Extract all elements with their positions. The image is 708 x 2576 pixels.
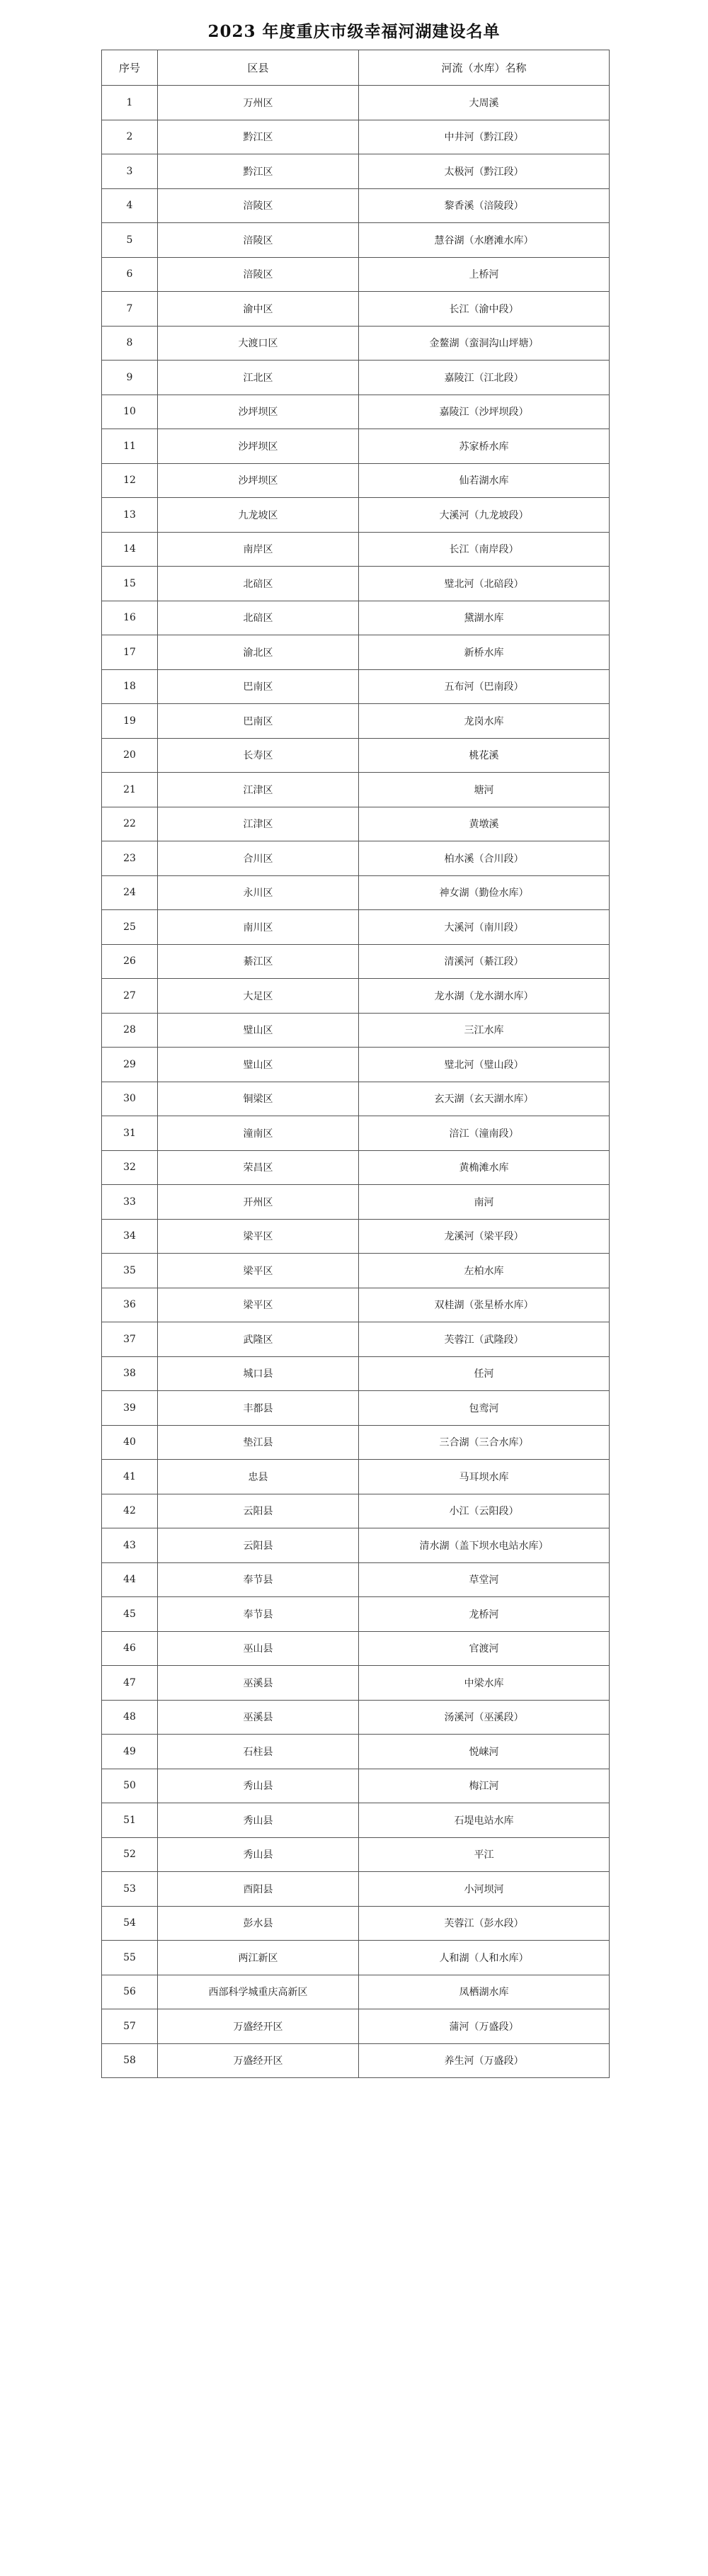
- cell-river-name: 梅江河: [359, 1769, 610, 1803]
- cell-serial-number: 33: [102, 1185, 158, 1220]
- cell-river-name: 玄天湖（玄天湖水库）: [359, 1082, 610, 1116]
- cell-district: 西部科学城重庆高新区: [158, 1975, 359, 2009]
- cell-district: 开州区: [158, 1185, 359, 1220]
- table-row: [102, 1048, 610, 1082]
- cell-river-name: 任河: [359, 1356, 610, 1391]
- cell-river-name: 蒲河（万盛段）: [359, 2009, 610, 2044]
- cell-serial-number: 41: [102, 1460, 158, 1494]
- table-row: [102, 1803, 610, 1838]
- river-list-table: [101, 50, 610, 2078]
- table-row: [102, 154, 610, 189]
- cell-district: 巫山县: [158, 1631, 359, 1666]
- table-row: [102, 910, 610, 945]
- cell-river-name: 柏水溪（合川段）: [359, 841, 610, 876]
- cell-serial-number: 26: [102, 944, 158, 979]
- cell-district: 北碚区: [158, 601, 359, 635]
- cell-district: 北碚区: [158, 567, 359, 601]
- cell-river-name: 南河: [359, 1185, 610, 1220]
- cell-river-name: 包鸾河: [359, 1391, 610, 1426]
- cell-district: 梁平区: [158, 1254, 359, 1288]
- table-row: [102, 1735, 610, 1769]
- cell-serial-number: 15: [102, 567, 158, 601]
- table-row: [102, 1116, 610, 1151]
- cell-river-name: 清水湖（盖下坝水电站水库）: [359, 1528, 610, 1563]
- cell-district: 荣昌区: [158, 1150, 359, 1185]
- cell-serial-number: 35: [102, 1254, 158, 1288]
- cell-district: 奉节县: [158, 1562, 359, 1597]
- cell-river-name: 大溪河（九龙坡段）: [359, 498, 610, 533]
- cell-serial-number: 32: [102, 1150, 158, 1185]
- cell-serial-number: 40: [102, 1425, 158, 1460]
- table-row: [102, 635, 610, 670]
- cell-serial-number: 29: [102, 1048, 158, 1082]
- cell-serial-number: 45: [102, 1597, 158, 1632]
- cell-river-name: 三合湖（三合水库）: [359, 1425, 610, 1460]
- cell-district: 秀山县: [158, 1769, 359, 1803]
- cell-serial-number: 30: [102, 1082, 158, 1116]
- table-row: [102, 1666, 610, 1701]
- table-row: [102, 1631, 610, 1666]
- cell-district: 涪陵区: [158, 188, 359, 223]
- cell-district: 万盛经开区: [158, 2043, 359, 2078]
- cell-river-name: 嘉陵江（江北段）: [359, 361, 610, 395]
- cell-serial-number: 16: [102, 601, 158, 635]
- table-row: [102, 1425, 610, 1460]
- cell-district: 秀山县: [158, 1803, 359, 1838]
- cell-river-name: 左柏水库: [359, 1254, 610, 1288]
- cell-river-name: 苏家桥水库: [359, 429, 610, 464]
- cell-river-name: 养生河（万盛段）: [359, 2043, 610, 2078]
- cell-serial-number: 36: [102, 1288, 158, 1322]
- cell-serial-number: 37: [102, 1322, 158, 1357]
- cell-serial-number: 28: [102, 1013, 158, 1048]
- table-row: [102, 875, 610, 910]
- cell-serial-number: 50: [102, 1769, 158, 1803]
- cell-river-name: 汤溪河（巫溪段）: [359, 1700, 610, 1735]
- cell-river-name: 龙桥河: [359, 1597, 610, 1632]
- table-row: [102, 532, 610, 567]
- table-row: [102, 1562, 610, 1597]
- cell-district: 南川区: [158, 910, 359, 945]
- cell-district: 巫溪县: [158, 1666, 359, 1701]
- cell-serial-number: 3: [102, 154, 158, 189]
- cell-serial-number: 18: [102, 669, 158, 704]
- cell-serial-number: 43: [102, 1528, 158, 1563]
- cell-river-name: 官渡河: [359, 1631, 610, 1666]
- cell-district: 云阳县: [158, 1528, 359, 1563]
- cell-river-name: 芙蓉江（彭水段）: [359, 1906, 610, 1941]
- cell-district: 涪陵区: [158, 257, 359, 292]
- table-row: [102, 1494, 610, 1528]
- table-row: [102, 429, 610, 464]
- cell-serial-number: 53: [102, 1872, 158, 1907]
- cell-district: 忠县: [158, 1460, 359, 1494]
- table-row: [102, 1356, 610, 1391]
- table-row: [102, 1700, 610, 1735]
- table-row: [102, 1013, 610, 1048]
- cell-river-name: 璧北河（北碚段）: [359, 567, 610, 601]
- table-row: [102, 223, 610, 258]
- cell-river-name: 塘河: [359, 773, 610, 807]
- cell-serial-number: 49: [102, 1735, 158, 1769]
- cell-serial-number: 2: [102, 120, 158, 154]
- table-row: [102, 1528, 610, 1563]
- cell-serial-number: 4: [102, 188, 158, 223]
- cell-serial-number: 22: [102, 807, 158, 841]
- table-body: [102, 86, 610, 2078]
- cell-district: 沙坪坝区: [158, 395, 359, 429]
- cell-river-name: 小江（云阳段）: [359, 1494, 610, 1528]
- cell-serial-number: 44: [102, 1562, 158, 1597]
- table-row: [102, 1769, 610, 1803]
- cell-district: 渝中区: [158, 292, 359, 327]
- cell-district: 黔江区: [158, 154, 359, 189]
- cell-river-name: 中梁水库: [359, 1666, 610, 1701]
- table-row: [102, 1872, 610, 1907]
- cell-river-name: 慧谷湖（水磨滩水库）: [359, 223, 610, 258]
- table-row: [102, 1219, 610, 1254]
- cell-river-name: 黎香溪（涪陵段）: [359, 188, 610, 223]
- cell-river-name: 长江（渝中段）: [359, 292, 610, 327]
- cell-river-name: 神女湖（勤俭水库）: [359, 875, 610, 910]
- table-row: [102, 944, 610, 979]
- page-title: 2023 年度重庆市级幸福河湖建设名单: [207, 22, 501, 41]
- cell-river-name: 石堤电站水库: [359, 1803, 610, 1838]
- cell-river-name: 长江（南岸段）: [359, 532, 610, 567]
- table-header-row: [102, 50, 610, 86]
- cell-district: 秀山县: [158, 1837, 359, 1872]
- table-row: [102, 292, 610, 327]
- cell-serial-number: 31: [102, 1116, 158, 1151]
- cell-district: 万盛经开区: [158, 2009, 359, 2044]
- cell-district: 梁平区: [158, 1219, 359, 1254]
- table-row: [102, 1185, 610, 1220]
- cell-river-name: 大周溪: [359, 86, 610, 120]
- table-row: [102, 1975, 610, 2009]
- cell-serial-number: 12: [102, 463, 158, 498]
- cell-serial-number: 58: [102, 2043, 158, 2078]
- cell-river-name: 凤栖湖水库: [359, 1975, 610, 2009]
- cell-serial-number: 14: [102, 532, 158, 567]
- cell-district: 梁平区: [158, 1288, 359, 1322]
- cell-serial-number: 20: [102, 738, 158, 773]
- cell-river-name: 平江: [359, 1837, 610, 1872]
- cell-river-name: 中井河（黔江段）: [359, 120, 610, 154]
- header-river-name: 河流（水库）名称: [359, 50, 610, 86]
- cell-district: 黔江区: [158, 120, 359, 154]
- cell-district: 长寿区: [158, 738, 359, 773]
- table-row: [102, 120, 610, 154]
- table-row: [102, 326, 610, 361]
- cell-river-name: 龙溪河（梁平段）: [359, 1219, 610, 1254]
- cell-river-name: 龙水湖（龙水湖水库）: [359, 979, 610, 1014]
- cell-district: 璧山区: [158, 1048, 359, 1082]
- cell-district: 武隆区: [158, 1322, 359, 1357]
- table-row: [102, 2043, 610, 2078]
- table-row: [102, 979, 610, 1014]
- table-row: [102, 1597, 610, 1632]
- cell-serial-number: 24: [102, 875, 158, 910]
- table-row: [102, 1150, 610, 1185]
- table-row: [102, 1941, 610, 1975]
- table-row: [102, 1322, 610, 1357]
- cell-district: 云阳县: [158, 1494, 359, 1528]
- cell-district: 城口县: [158, 1356, 359, 1391]
- cell-district: 永川区: [158, 875, 359, 910]
- cell-serial-number: 7: [102, 292, 158, 327]
- cell-district: 奉节县: [158, 1597, 359, 1632]
- cell-river-name: 草堂河: [359, 1562, 610, 1597]
- table-row: [102, 1460, 610, 1494]
- cell-river-name: 芙蓉江（武隆段）: [359, 1322, 610, 1357]
- table-row: [102, 498, 610, 533]
- table-row: [102, 1288, 610, 1322]
- cell-district: 丰都县: [158, 1391, 359, 1426]
- cell-serial-number: 5: [102, 223, 158, 258]
- table-row: [102, 361, 610, 395]
- cell-district: 涪陵区: [158, 223, 359, 258]
- cell-district: 沙坪坝区: [158, 463, 359, 498]
- cell-district: 石柱县: [158, 1735, 359, 1769]
- cell-river-name: 嘉陵江（沙坪坝段）: [359, 395, 610, 429]
- cell-district: 江津区: [158, 807, 359, 841]
- cell-river-name: 仙若湖水库: [359, 463, 610, 498]
- cell-district: 巴南区: [158, 669, 359, 704]
- cell-serial-number: 13: [102, 498, 158, 533]
- cell-district: 垫江县: [158, 1425, 359, 1460]
- cell-river-name: 大溪河（南川段）: [359, 910, 610, 945]
- table-row: [102, 86, 610, 120]
- cell-district: 万州区: [158, 86, 359, 120]
- cell-river-name: 璧北河（璧山段）: [359, 1048, 610, 1082]
- cell-district: 渝北区: [158, 635, 359, 670]
- cell-serial-number: 57: [102, 2009, 158, 2044]
- cell-district: 铜梁区: [158, 1082, 359, 1116]
- cell-river-name: 黛湖水库: [359, 601, 610, 635]
- cell-river-name: 人和湖（人和水库）: [359, 1941, 610, 1975]
- cell-district: 酉阳县: [158, 1872, 359, 1907]
- cell-river-name: 马耳坝水库: [359, 1460, 610, 1494]
- cell-serial-number: 1: [102, 86, 158, 120]
- cell-district: 巫溪县: [158, 1700, 359, 1735]
- cell-river-name: 小河坝河: [359, 1872, 610, 1907]
- table-row: [102, 601, 610, 635]
- cell-district: 綦江区: [158, 944, 359, 979]
- cell-district: 潼南区: [158, 1116, 359, 1151]
- table-row: [102, 841, 610, 876]
- cell-river-name: 五布河（巴南段）: [359, 669, 610, 704]
- cell-serial-number: 17: [102, 635, 158, 670]
- cell-river-name: 三江水库: [359, 1013, 610, 1048]
- cell-serial-number: 10: [102, 395, 158, 429]
- cell-district: 彭水县: [158, 1906, 359, 1941]
- table-row: [102, 1254, 610, 1288]
- table-row: [102, 738, 610, 773]
- cell-district: 江津区: [158, 773, 359, 807]
- table-row: [102, 188, 610, 223]
- cell-serial-number: 39: [102, 1391, 158, 1426]
- cell-river-name: 双桂湖（张星桥水库）: [359, 1288, 610, 1322]
- cell-serial-number: 34: [102, 1219, 158, 1254]
- cell-district: 大足区: [158, 979, 359, 1014]
- cell-river-name: 清溪河（綦江段）: [359, 944, 610, 979]
- cell-river-name: 桃花溪: [359, 738, 610, 773]
- cell-serial-number: 25: [102, 910, 158, 945]
- cell-river-name: 龙岗水库: [359, 704, 610, 739]
- cell-serial-number: 9: [102, 361, 158, 395]
- cell-district: 巴南区: [158, 704, 359, 739]
- header-serial-number: 序号: [102, 50, 158, 86]
- table-row: [102, 257, 610, 292]
- cell-district: 大渡口区: [158, 326, 359, 361]
- cell-serial-number: 21: [102, 773, 158, 807]
- cell-serial-number: 47: [102, 1666, 158, 1701]
- cell-serial-number: 8: [102, 326, 158, 361]
- cell-serial-number: 23: [102, 841, 158, 876]
- cell-serial-number: 56: [102, 1975, 158, 2009]
- cell-serial-number: 42: [102, 1494, 158, 1528]
- table-row: [102, 669, 610, 704]
- cell-serial-number: 38: [102, 1356, 158, 1391]
- table-row: [102, 807, 610, 841]
- table-row: [102, 704, 610, 739]
- cell-serial-number: 55: [102, 1941, 158, 1975]
- cell-serial-number: 27: [102, 979, 158, 1014]
- cell-serial-number: 19: [102, 704, 158, 739]
- cell-serial-number: 54: [102, 1906, 158, 1941]
- cell-river-name: 上桥河: [359, 257, 610, 292]
- cell-district: 两江新区: [158, 1941, 359, 1975]
- table-row: [102, 1082, 610, 1116]
- cell-river-name: 黄桷滩水库: [359, 1150, 610, 1185]
- cell-district: 沙坪坝区: [158, 429, 359, 464]
- cell-river-name: 金鳌湖（蛮洞沟山坪塘）: [359, 326, 610, 361]
- cell-serial-number: 46: [102, 1631, 158, 1666]
- table-row: [102, 773, 610, 807]
- header-district: 区县: [158, 50, 359, 86]
- cell-river-name: 新桥水库: [359, 635, 610, 670]
- cell-district: 江北区: [158, 361, 359, 395]
- cell-district: 南岸区: [158, 532, 359, 567]
- cell-serial-number: 51: [102, 1803, 158, 1838]
- table-row: [102, 1391, 610, 1426]
- table-row: [102, 1837, 610, 1872]
- cell-river-name: 太极河（黔江段）: [359, 154, 610, 189]
- cell-serial-number: 48: [102, 1700, 158, 1735]
- cell-serial-number: 11: [102, 429, 158, 464]
- cell-river-name: 悦崃河: [359, 1735, 610, 1769]
- cell-district: 九龙坡区: [158, 498, 359, 533]
- table-row: [102, 395, 610, 429]
- table-row: [102, 567, 610, 601]
- table-row: [102, 2009, 610, 2044]
- table-row: [102, 1906, 610, 1941]
- cell-river-name: 涪江（潼南段）: [359, 1116, 610, 1151]
- cell-serial-number: 52: [102, 1837, 158, 1872]
- cell-district: 璧山区: [158, 1013, 359, 1048]
- table-row: [102, 463, 610, 498]
- cell-district: 合川区: [158, 841, 359, 876]
- cell-serial-number: 6: [102, 257, 158, 292]
- cell-river-name: 黄墩溪: [359, 807, 610, 841]
